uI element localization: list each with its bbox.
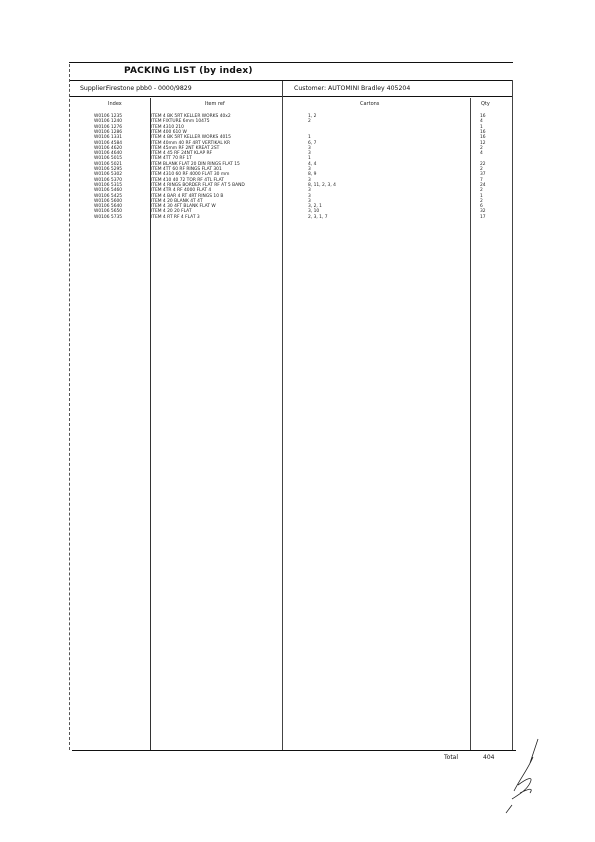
row-description: ITEM 4 BK 5RT KELLER WORKS 4015 <box>151 135 231 141</box>
page-title: PACKING LIST (by index) <box>124 66 253 76</box>
total-label: Total <box>444 754 459 761</box>
row-index: W0106 1240 <box>94 119 123 125</box>
row-description: ITEM 400 610 W <box>151 129 187 135</box>
row-qty: 2 <box>480 145 483 151</box>
header-rule <box>69 96 513 97</box>
row-qty: 16 <box>480 135 486 141</box>
column-header-index: Index <box>108 101 122 107</box>
row-qty: 17 <box>480 214 486 220</box>
table-row <box>0 215 595 222</box>
column-header-qty: Qty <box>481 101 490 107</box>
row-cartons: 6, 7 <box>308 140 317 146</box>
row-description: ITEM 4 30 4FT BLANK FLAT W <box>151 204 216 210</box>
row-index: W0106 1235 <box>94 114 123 119</box>
row-cartons: 3, 2, 1 <box>308 204 322 210</box>
row-description: ITEM 4 20 BLANK 4T 4T <box>151 198 203 204</box>
row-cartons: 2, 3, 1, 7 <box>308 214 328 220</box>
row-qty: 7 <box>480 177 483 183</box>
row-index: W0106 5021 <box>94 161 123 167</box>
row-cartons: 3 <box>308 198 311 204</box>
row-index: W0106 5460 <box>94 188 123 194</box>
row-index: W0106 1286 <box>94 129 123 135</box>
row-description: ITEM 4310 60 RF 4000 FLAT 30 mm <box>151 172 230 178</box>
row-description: ITEM 4 RT RF 4 FLAT 3 <box>151 214 200 220</box>
row-cartons: 3, 10 <box>308 209 320 215</box>
row-description: ITEM 4TT 60 RF RINGS FLAT 301 <box>151 167 222 172</box>
row-index: W0106 5015 <box>94 156 123 162</box>
row-index: W0106 5295 <box>94 167 123 172</box>
row-index: W0106 5315 <box>94 182 123 188</box>
row-cartons: 4, 4 <box>308 161 317 167</box>
row-cartons: 3 <box>308 177 311 183</box>
row-description: ITEM 4 45 RF 24NT KLAP RF <box>151 151 213 157</box>
column-header-description: Item ref <box>205 101 225 107</box>
row-cartons: 3 <box>308 167 311 172</box>
row-index: W0106 1331 <box>94 135 123 141</box>
row-qty: 32 <box>480 209 486 215</box>
row-qty: 37 <box>480 172 486 178</box>
supplier-value: Firestone pbb0 - 0000/9829 <box>106 85 192 92</box>
row-index: W0106 4640 <box>94 151 123 157</box>
row-description: ITEM 4TR 4 RF 4000 FLAT 4 <box>151 188 212 194</box>
row-description: ITEM 4 BAR 4 RT 4RT RINGS 10 B <box>151 193 224 199</box>
row-qty: 22 <box>480 161 486 167</box>
row-cartons: 1 <box>308 156 311 162</box>
title-rule <box>69 80 513 81</box>
row-qty: 1 <box>480 124 483 130</box>
row-description: ITEM 410 40 72 TOR RF 4TL FLAT <box>151 177 224 183</box>
row-qty: 24 <box>480 182 486 188</box>
row-qty: 4 <box>480 119 483 125</box>
row-description: ITEM 4 20 20 FLAT <box>151 209 192 215</box>
row-description: ITEM 4 BK 5RT KELLER WORKS 40x2 <box>151 114 231 119</box>
row-description: ITEM 45mm RF 2NT KREAT 2ST <box>151 145 220 151</box>
row-description: ITEM 4 RINGS BORDER FLAT RF AT 5 BAND <box>151 182 245 188</box>
row-index: W0106 5600 <box>94 198 123 204</box>
row-qty: 2 <box>480 198 483 204</box>
row-qty: 12 <box>480 140 486 146</box>
row-qty: 4 <box>480 151 483 157</box>
row-description: ITEM 40mm 40 RF 4RT VERTIKAL KR <box>151 140 231 146</box>
row-cartons: 2 <box>308 119 311 125</box>
row-qty: 2 <box>480 167 483 172</box>
row-cartons: 3 <box>308 188 311 194</box>
row-index: W0106 4584 <box>94 140 123 146</box>
row-cartons: 8, 11, 2, 3, 4 <box>308 182 336 188</box>
row-qty: 2 <box>480 188 483 194</box>
top-rule <box>69 62 513 63</box>
total-value: 404 <box>483 754 495 761</box>
row-index: W0106 5650 <box>94 209 123 215</box>
supplier-label: Supplier: <box>80 85 108 92</box>
row-index: W0106 5640 <box>94 204 123 210</box>
row-cartons: 3 <box>308 151 311 157</box>
customer-label: Customer: <box>294 85 327 92</box>
bottom-rule <box>72 750 516 751</box>
signature <box>500 735 550 815</box>
row-cartons: 8, 9 <box>308 172 317 178</box>
row-cartons: 1, 2 <box>308 114 317 119</box>
row-cartons: 1 <box>308 135 311 141</box>
row-index: W0106 5370 <box>94 177 123 183</box>
row-cartons: 3 <box>308 145 311 151</box>
row-qty: 16 <box>480 114 486 119</box>
row-description: ITEM 4TT 70 RF 1T <box>151 156 192 162</box>
row-index: W0106 5302 <box>94 172 123 178</box>
row-description: ITEM BLANK FLAT 20 DIN RINGS FLAT 15 <box>151 161 240 167</box>
row-qty: 1 <box>480 193 483 199</box>
row-description: ITEM FIXTURE 6mm 10475 <box>151 119 210 125</box>
row-index: W0106 5425 <box>94 193 123 199</box>
row-index: W0106 1276 <box>94 124 123 130</box>
row-qty: 16 <box>480 129 486 135</box>
row-cartons: 3 <box>308 193 311 199</box>
column-header-cartons: Cartons <box>360 101 380 107</box>
customer-value: AUTOMINI Bradley 405204 <box>328 85 411 92</box>
row-qty: 6 <box>480 204 483 210</box>
row-index: W0106 4620 <box>94 145 123 151</box>
row-description: ITEM 4310 210 <box>151 124 184 130</box>
row-index: W0106 5735 <box>94 214 123 220</box>
